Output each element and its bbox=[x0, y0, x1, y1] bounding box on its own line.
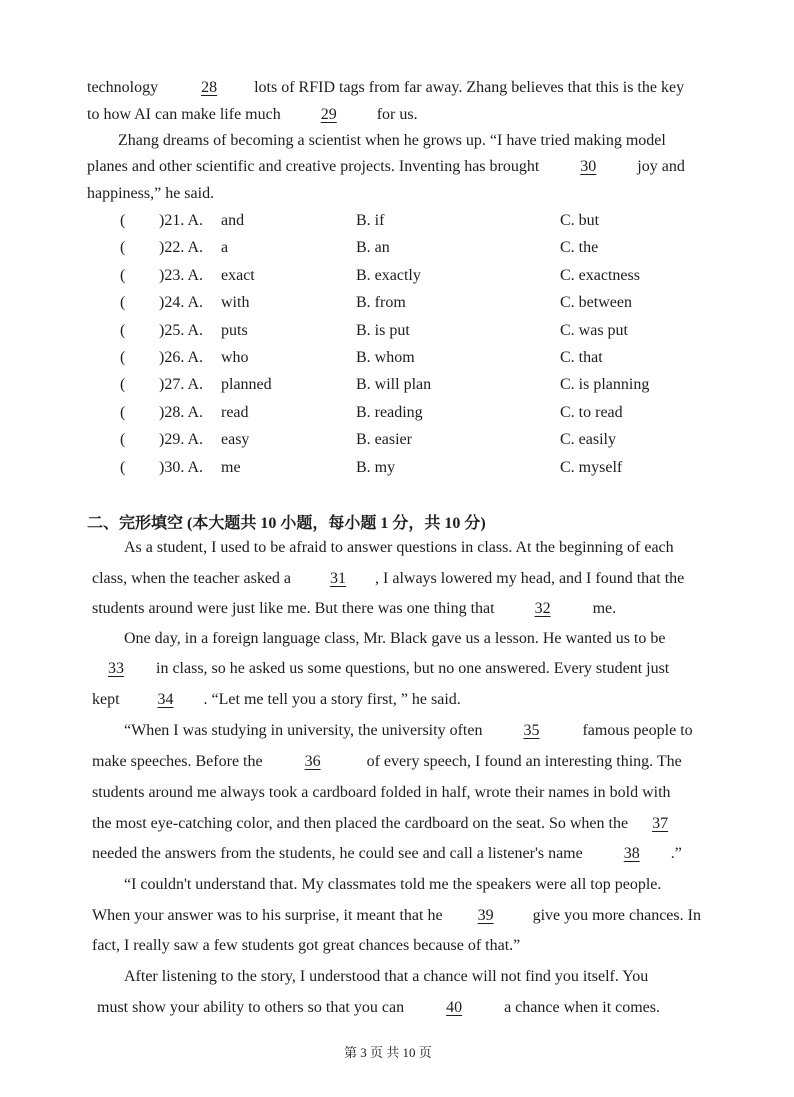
passage2-p4-line-3: fact, I really saw a few students got great chances because of that.” bbox=[92, 937, 521, 954]
question-row bbox=[0, 322, 794, 344]
question-number: )24. A. bbox=[159, 294, 203, 311]
text: the most eye-catching color, and then placed the cardboard on the seat. So when the bbox=[92, 815, 629, 832]
option-a[interactable]: exact bbox=[221, 267, 255, 284]
option-b[interactable]: B. from bbox=[356, 294, 406, 311]
question-number: )22. A. bbox=[159, 239, 203, 256]
question-number: )26. A. bbox=[159, 349, 203, 366]
text: planes and other scientific and creative projects. Inventing has brought bbox=[87, 158, 540, 175]
option-a[interactable]: planned bbox=[221, 376, 272, 393]
passage1-line-5: happiness,” he said. bbox=[87, 185, 215, 202]
blank-34[interactable]: 34 bbox=[157, 691, 174, 708]
option-b[interactable]: B. exactly bbox=[356, 267, 421, 284]
blank-35[interactable]: 35 bbox=[523, 722, 540, 739]
option-c[interactable]: C. to read bbox=[560, 404, 623, 421]
option-b[interactable]: B. reading bbox=[356, 404, 423, 421]
blank-38[interactable]: 38 bbox=[623, 845, 640, 862]
text: lots of RFID tags from far away. Zhang believes that this is the key bbox=[254, 79, 685, 96]
text: technology bbox=[87, 79, 159, 96]
passage1-line-3: Zhang dreams of becoming a scientist when he grows up. “I have tried making model bbox=[118, 132, 666, 149]
passage2-p2-line-2 bbox=[92, 659, 669, 679]
option-a[interactable]: a bbox=[221, 239, 229, 256]
text: joy and bbox=[637, 158, 685, 175]
question-row bbox=[0, 212, 794, 234]
text: must show your ability to others so that you can bbox=[97, 999, 405, 1016]
answer-paren[interactable]: ( bbox=[120, 239, 126, 256]
text: make speeches. Before the bbox=[92, 753, 263, 770]
text: me. bbox=[592, 600, 617, 617]
question-number: )29. A. bbox=[159, 431, 203, 448]
option-c[interactable]: C. myself bbox=[560, 459, 623, 476]
text: .” bbox=[670, 845, 682, 862]
question-number: )30. A. bbox=[159, 459, 203, 476]
blank-37[interactable]: 37 bbox=[652, 815, 669, 832]
option-c[interactable]: C. but bbox=[560, 212, 600, 229]
question-row bbox=[0, 404, 794, 426]
option-a[interactable]: with bbox=[221, 294, 250, 311]
passage2-p3-line-1 bbox=[124, 721, 693, 741]
option-c[interactable]: C. exactness bbox=[560, 267, 640, 284]
question-number: )21. A. bbox=[159, 212, 203, 229]
option-a[interactable]: who bbox=[221, 349, 249, 366]
passage1-line-2 bbox=[87, 105, 418, 125]
answer-paren[interactable]: ( bbox=[120, 376, 126, 393]
passage2-p5-line-1: After listening to the story, I understood that a chance will not find you itself. You bbox=[124, 968, 649, 985]
passage2-p3-line-4 bbox=[92, 814, 682, 834]
passage2-p3-line-2 bbox=[92, 752, 682, 772]
passage2-p2-line-3 bbox=[92, 690, 461, 710]
passage2-p4-line-1: “I couldn't understand that. My classmates told me the speakers were all top people. bbox=[124, 876, 662, 893]
text: “When I was studying in university, the university often bbox=[124, 722, 483, 739]
option-a[interactable]: and bbox=[221, 212, 245, 229]
passage2-p2-line-1: One day, in a foreign language class, Mr. Black gave us a lesson. He wanted us to be bbox=[124, 630, 666, 647]
answer-paren[interactable]: ( bbox=[120, 294, 126, 311]
text: needed the answers from the students, he could see and call a listener's name bbox=[92, 845, 583, 862]
option-a[interactable]: easy bbox=[221, 431, 250, 448]
question-row bbox=[0, 349, 794, 371]
passage2-p1-line-2 bbox=[92, 569, 684, 589]
passage2-p1-line-1: As a student, I used to be afraid to answer questions in class. At the beginning of each bbox=[124, 539, 674, 556]
text: a chance when it comes. bbox=[504, 999, 661, 1016]
question-number: )27. A. bbox=[159, 376, 203, 393]
passage2-p3-line-3: students around me always took a cardboard folded in half, wrote their names in bold with bbox=[92, 784, 671, 801]
passage2-p5-line-2 bbox=[97, 998, 660, 1018]
question-number: )25. A. bbox=[159, 322, 203, 339]
answer-paren[interactable]: ( bbox=[120, 459, 126, 476]
option-b[interactable]: B. will plan bbox=[356, 376, 432, 393]
blank-32[interactable]: 32 bbox=[534, 600, 551, 617]
blank-40[interactable]: 40 bbox=[446, 999, 463, 1016]
answer-paren[interactable]: ( bbox=[120, 431, 126, 448]
text: students around were just like me. But there was one thing that bbox=[92, 600, 495, 617]
passage2-p1-line-3 bbox=[92, 599, 616, 619]
option-c[interactable]: C. that bbox=[560, 349, 603, 366]
question-row bbox=[0, 431, 794, 453]
answer-paren[interactable]: ( bbox=[120, 349, 126, 366]
passage2-p3-line-5 bbox=[92, 844, 682, 864]
blank-39[interactable]: 39 bbox=[477, 907, 494, 924]
question-row bbox=[0, 267, 794, 289]
text: to how AI can make life much bbox=[87, 106, 281, 123]
question-row bbox=[0, 459, 794, 481]
blank-29[interactable]: 29 bbox=[320, 106, 337, 123]
text: kept bbox=[92, 691, 120, 708]
passage1-line-4 bbox=[87, 157, 685, 177]
option-b[interactable]: B. is put bbox=[356, 322, 410, 339]
text: give you more chances. In bbox=[532, 907, 701, 924]
question-number: )23. A. bbox=[159, 267, 203, 284]
text: for us. bbox=[376, 106, 418, 123]
section-heading: 二、完形填空 (本大题共 10 小题，每小题 1 分，共 10 分) bbox=[87, 515, 486, 532]
answer-paren[interactable]: ( bbox=[120, 404, 126, 421]
text: of every speech, I found an interesting thing. The bbox=[366, 753, 682, 770]
text: . “Let me tell you a story first, ” he said. bbox=[203, 691, 461, 708]
question-number: )28. A. bbox=[159, 404, 203, 421]
option-b[interactable]: B. whom bbox=[356, 349, 415, 366]
option-b[interactable]: B. easier bbox=[356, 431, 412, 448]
question-row bbox=[0, 376, 794, 398]
option-a[interactable]: puts bbox=[221, 322, 248, 339]
option-a[interactable]: me bbox=[221, 459, 241, 476]
text: in class, so he asked us some questions, but no one answered. Every student just bbox=[156, 660, 670, 677]
answer-paren[interactable]: ( bbox=[120, 267, 126, 284]
text: When your answer was to his surprise, it meant that he bbox=[92, 907, 443, 924]
option-b[interactable]: B. an bbox=[356, 239, 390, 256]
blank-31[interactable]: 31 bbox=[330, 570, 347, 587]
answer-paren[interactable]: ( bbox=[120, 322, 126, 339]
option-c[interactable]: C. was put bbox=[560, 322, 628, 339]
blank-28[interactable]: 28 bbox=[201, 79, 218, 96]
text: famous people to bbox=[582, 722, 693, 739]
option-a[interactable]: read bbox=[221, 404, 249, 421]
blank-36[interactable]: 36 bbox=[304, 753, 321, 770]
blank-33[interactable]: 33 bbox=[108, 660, 124, 677]
text: class, when the teacher asked a bbox=[92, 570, 292, 587]
option-c[interactable]: C. the bbox=[560, 239, 599, 256]
passage1-line-1 bbox=[87, 78, 684, 98]
page-number: 第 3 页 共 10 页 bbox=[344, 1045, 432, 1060]
answer-paren[interactable]: ( bbox=[120, 212, 126, 229]
passage2-p4-line-2 bbox=[92, 906, 701, 926]
option-c[interactable]: C. between bbox=[560, 294, 632, 311]
blank-30[interactable]: 30 bbox=[580, 158, 597, 175]
text: , I always lowered my head, and I found that the bbox=[375, 570, 685, 587]
question-row bbox=[0, 294, 794, 316]
option-b[interactable]: B. my bbox=[356, 459, 396, 476]
option-c[interactable]: C. easily bbox=[560, 431, 616, 448]
question-row bbox=[0, 239, 794, 261]
option-c[interactable]: C. is planning bbox=[560, 376, 650, 393]
option-b[interactable]: B. if bbox=[356, 212, 385, 229]
